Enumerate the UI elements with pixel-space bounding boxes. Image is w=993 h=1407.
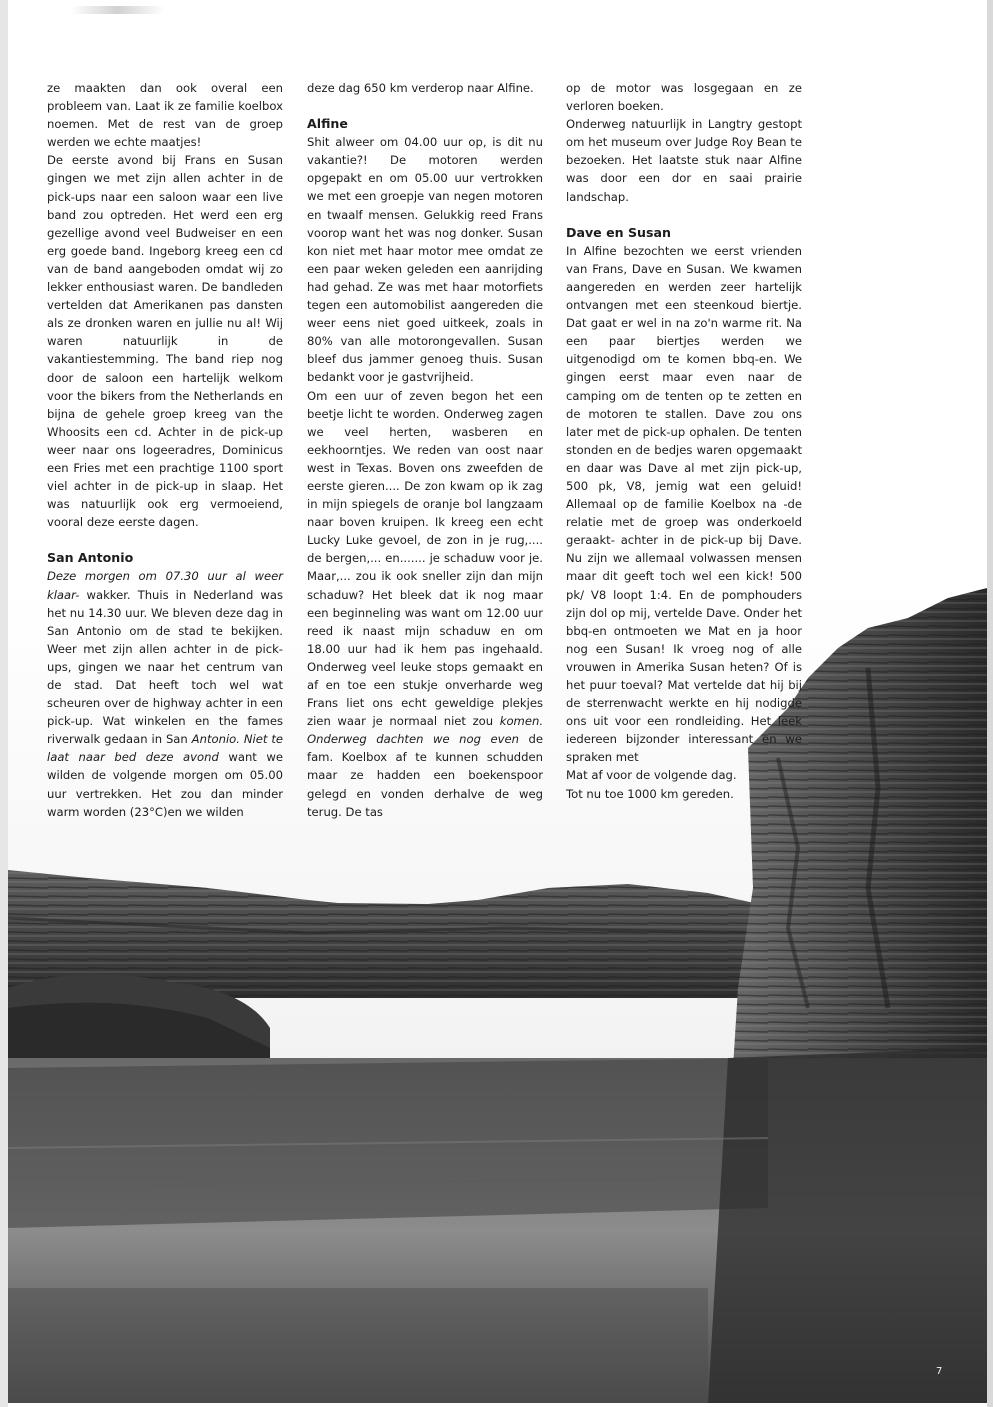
scan-right-edge [987,0,993,1407]
scan-left-edge [0,0,8,1407]
text-run: want we wilden de volgende morgen om 05.00 uur vertrekken. Het zou dan minder warm worden (23°C)en we wilden [47,750,283,819]
section-heading-san-antonio: San Antonio [47,550,134,566]
paragraph: Mat af voor de volgende dag. [566,768,737,783]
text-column-3 [566,79,802,803]
paragraph: Tot nu toe 1000 km gereden. [566,786,734,801]
paragraph: De eerste avond bij Frans en Susan gingen we met zijn allen achter in de pick-ups naar een saloon waar een live band zou optreden. Het werd een erg gezellige avond veel Budweiser en een erg goede band. Ingeborg kreeg een cd van de band aangeboden omdat wij zo lekker enthousiast waren. De bandleden vertelden dat Amerikanen pas dansten als ze dronken waren en jullie nu al! Wij waren natuurlijk in de vakantiestemming. The band riep nog door de saloon een hartelijk welkom voor the bikers from the Netherlands en bijna de gehele groep kreeg van the Whoosits een cd. Achter in de pick-up weer naar ons logeeradres, Dominicus een Fries met een prachtige 1100 sport viel achter in de pick-up in slaap. Het was natuurlijk ook erg vermoeiend, vooral deze eerste dagen. [47,153,283,530]
paragraph [47,567,283,820]
text-run: wakker. Thuis in Nederland was het nu 14.30 uur. We bleven deze dag in San Antonio om de stad te bekijken. Weer met zijn allen achter in de pick-ups, gingen we naar het centrum van de stad. Dat heeft toch wel wat scheuren over de highway achter in een pick-up. Wat winkelen en the fames riverwalk gedaan in San [47,587,283,747]
section-heading-dave-en-susan: Dave en Susan [566,224,671,240]
paragraph: In Alfine bezochten we eerst vrienden van Frans, Dave en Susan. We kwamen aangereden en werden zeer hartelijk ontvangen met een steenkoud biertje. Dat gaat er wel in na zo'n warme rit. Na een paar biertjes werden we uitgenodigd om te komen bbq-en. We gingen eerst maar even naar de camping om de tenten op te zetten en de motoren te stallen. Dave zou ons later met de pick-up ophalen. De tenten stonden en de bedjes waren opgemaakt en daar was Dave al met zijn pick-up, 500 pk, V8, jemig wat een geluid! Allemaal op de familie Koelbox na -de relatie met de groep was onderkoeld geraakt- achter in de pick-up bij Dave. Nu zijn we allemaal volwassen mensen maar dit geeft toch wel een kick! 500 pk/ V8 loopt 1:4. En de pomphouders zijn dol op mij, vertelde Dave. Onder het bbq-en ontmoeten we Mat en ja hoor nog een Susan! Ik vroeg nog of alle vrouwen in Amerika Susan heten? Of is het puur toeval? Mat vertelde dat hij bij de sterrenwacht werkte en hij nodigde ons uit voor een rondleiding. Het leek iedereen bijzonder interessant en we spraken met [566,243,802,765]
paragraph: Shit alweer om 04.00 uur op, is dit nu vakantie?! De motoren werden opgepakt en om 05.00 uur vertrokken we met een groepje van negen motoren en twaalf mensen. Gelukkig reed Frans voorop want het was nog donker. Susan kon niet met haar motor mee omdat ze een paar weken geleden een aanrijding had gehad. Ze was met haar motorfiets tegen een automobilist aangereden die weer eens niet goed uitkeek, zoals in 80% van alle motorongevallen. Susan bleef dus jammer genoeg thuis. Susan bedankt voor je gastvrijheid. [307,135,543,385]
text-column-1 [47,79,283,821]
section-heading-alfine: Alfine [307,116,348,132]
italic-text: Antonio. Niet te laat naar bed deze avond [47,732,283,765]
italic-text: Deze morgen om 07.30 uur al weer klaar- [47,569,283,602]
text-column-2 [307,79,543,821]
paragraph: Onderweg natuurlijk in Langtry gestopt om het museum over Judge Roy Bean te bezoeken. Het laatste stuk naar Alfine was door een dor en saai prairie landschap. [566,117,802,204]
paragraph: ze maakten dan ook overal een probleem van. Laat ik ze familie koelbox noemen. Met de rest van de groep werden we echte maatjes! [47,81,283,150]
paragraph [307,387,543,821]
paragraph: op de motor was losgegaan en ze verloren boeken. [566,81,802,114]
text-run: de fam. Koelbox af te kunnen schudden maar ze hadden een boekenspoor gelegd en vonden derhalve de weg terug. De tas [307,732,543,819]
text-run: Om een uur of zeven begon het een beetje licht te worden. Onderweg zagen we veel herten, wasberen en eekhoorntjes. We reden van oost naar west in Texas. Boven ons zweefden de eerste gieren.... De zon kwam op ik zag in mijn spiegels de oranje bol langzaam naar boven kruipen. Ik kreeg een echt Lucky Luke gevoel, de zon in je rug,.... de bergen,... en....... je schaduw voor je. Maar,... zou ik ook sneller zijn dan mijn schaduw? Het bleek dat ik nog maar een beginneling was want om 12.00 uur reed ik naast mijn schaduw en om 18.00 uur had ik hem pas ingehaald. Onderweg veel leuke stops gemaakt en af en toe een stukje onverharde weg Frans liet ons echt geweldige plekjes zien waar je normaal niet zou [307,388,543,729]
page-number: 7 [936,1366,943,1377]
italic-text: komen. Onderweg dachten we nog even [307,714,544,747]
scan-smudge [70,6,165,14]
paragraph: deze dag 650 km verderop naar Alfine. [307,81,534,95]
